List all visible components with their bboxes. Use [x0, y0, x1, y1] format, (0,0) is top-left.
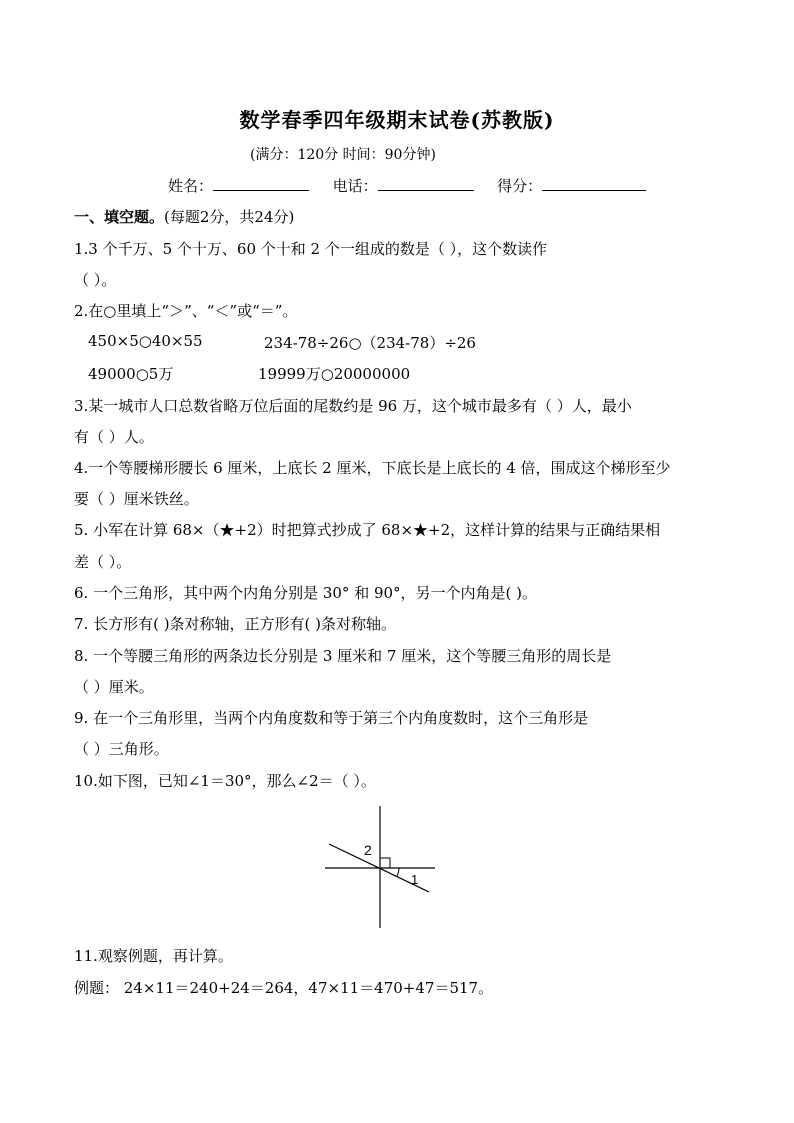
score-blank [542, 176, 646, 191]
question-10: 10.如下图，已知∠1＝30°，那么∠2＝（ ）。 [74, 772, 376, 790]
phone-blank [378, 176, 474, 191]
question-11-example: 例题： 24×11＝240+24＝264，47×11＝470+47＝517。 [74, 979, 494, 997]
question-2-item-4: 19999万○20000000 [258, 365, 411, 383]
question-2-item-2: 234-78÷26○（234-78）÷26 [264, 334, 476, 352]
question-9-line-1: 9. 在一个三角形里，当两个内角度数和等于第三个内角度数时，这个三角形是 [74, 709, 589, 727]
angle-1-label: 1 [411, 872, 419, 887]
question-11: 11.观察例题，再计算。 [74, 947, 233, 965]
exam-subtitle: (满分：120分 时间：90分钟) [250, 147, 436, 163]
question-5-line-2: 差（ ）。 [74, 553, 132, 571]
question-1-line-1: 1.3 个千万、5 个十万、60 个十和 2 个一组成的数是（ ），这个数读作 [74, 240, 548, 258]
question-6: 6. 一个三角形，其中两个内角分别是 30° 和 90°，另一个内角是( )。 [74, 584, 538, 602]
page-title: 数学春季四年级期末试卷(苏教版) [239, 108, 555, 132]
question-9-line-2: （ ）三角形。 [74, 740, 169, 758]
question-8-line-2: （ ）厘米。 [74, 678, 154, 696]
name-blank [213, 176, 309, 191]
right-angle-mark [380, 858, 390, 868]
question-4-line-1: 4.一个等腰梯形腰长 6 厘米，上底长 2 厘米，下底长是上底长的 4 倍，围成这个梯形至少 [74, 459, 671, 477]
angle-1-arc [397, 868, 399, 876]
phone-label: 电话： [332, 177, 378, 195]
question-2-item-3: 49000○5万 [88, 365, 174, 383]
section-note: (每题2分，共24分) [164, 208, 295, 226]
section-title: 一、填空题。 [74, 208, 165, 226]
question-2-item-1: 450×5○40×55 [88, 332, 203, 350]
question-3-line-1: 3.某一城市人口总数省略万位后面的尾数约是 96 万，这个城市最多有（ ）人，最小 [74, 397, 632, 415]
question-4-line-2: 要（ ）厘米铁丝。 [74, 490, 199, 508]
question-5-line-1: 5. 小军在计算 68×（★+2）时把算式抄成了 68×★+2，这样计算的结果与正确结果相 [74, 521, 661, 539]
question-7: 7. 长方形有( )条对称轴，正方形有( )条对称轴。 [74, 615, 397, 633]
angle-figure [325, 806, 435, 928]
question-3-line-2: 有（ ）人。 [74, 428, 154, 446]
section-heading [74, 206, 294, 227]
question-2: 2.在○里填上“＞”、“＜”或“＝”。 [74, 302, 298, 320]
score-label: 得分： [497, 177, 543, 195]
name-label: 姓名： [168, 177, 214, 195]
angle-2-label: 2 [364, 842, 372, 858]
question-8-line-1: 8. 一个等腰三角形的两条边长分别是 3 厘米和 7 厘米，这个等腰三角形的周长是 [74, 647, 612, 665]
question-1-line-2: （ ）。 [74, 271, 117, 289]
student-info-row [168, 175, 646, 196]
